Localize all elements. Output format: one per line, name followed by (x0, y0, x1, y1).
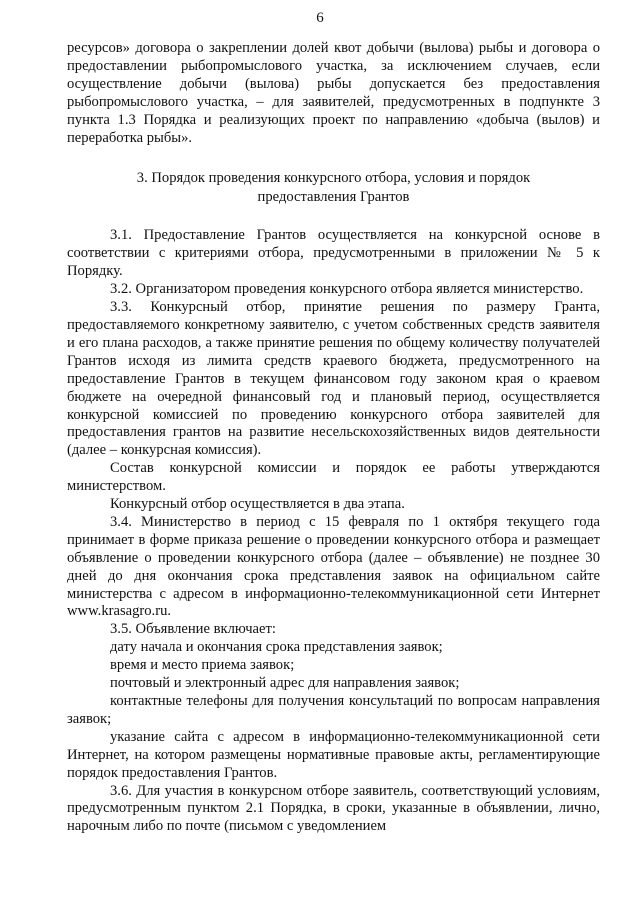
paragraph-two-stages: Конкурсный отбор осуществляется в два этапа. (110, 496, 405, 513)
section-heading-line1: 3. Порядок проведения конкурсного отбора, условия и порядок (136, 170, 531, 187)
paragraph-3-2: 3.2. Организатором проведения конкурсного отбора является министерство. (110, 281, 584, 298)
paragraph-3-3: 3.3. Конкурсный отбор, принятие решения по размеру Гранта, предоставляемого конкретному заявителю, с учетом собственных средств заявителя и его плана расходов, а также принятие решения по общему количеству получателей Грантов исходя из лимита средств краевого бюджета, предусмотренного на предоставление Грантов в текущем финансовом году законом края о краевом бюджете на очередной финансовый год и плановый период, осуществляется конкурсной комиссией по проведению конкурсного отбора заявителей для предоставления грантов на развитие несельскохозяйственных видов деятельности (далее – конкурсная комиссия). (67, 299, 600, 459)
paragraph-commission: Состав конкурсной комиссии и порядок ее работы утверждаются министерством. (67, 460, 600, 495)
list-item-time-place: время и место приема заявок; (110, 657, 295, 674)
list-item-website: указание сайта с адресом в информационно-телекоммуникационной сети Интернет, на котором размещены нормативные правовые акты, регламентирующие порядок предоставления Грантов. (67, 728, 600, 781)
list-item-phones: контактные телефоны для получения консультаций по вопросам направления заявок; (67, 693, 600, 727)
page-body (67, 40, 600, 836)
section-heading (67, 169, 600, 207)
intro-paragraph: ресурсов» договора о закреплении долей квот добычи (вылова) рыбы и договора о предоставлении рыбопромыслового участка, за исключением случаев, если осуществление добычи (вылова) рыбы допускается без предоставления рыбопромыслового участка, – для заявителей, предусмотренных в подпункте 3 пункта 1.3 Порядка и реализующих проект по направлению «добыча (вылов) и переработка рыбы». (67, 40, 600, 146)
list-item-addresses: почтовый и электронный адрес для направления заявок; (110, 675, 460, 692)
paragraph-3-1: 3.1. Предоставление Грантов осуществляется на конкурсной основе в соответствии с критериями отбора, предусмотренными в приложении № 5 к Порядку. (67, 227, 600, 280)
section-heading-line2: предоставления Грантов (257, 189, 410, 206)
page-number: 6 (316, 10, 324, 26)
list-item-dates: дату начала и окончания срока представления заявок; (110, 639, 443, 656)
paragraph-3-4: 3.4. Министерство в период с 15 февраля по 1 октября текущего года принимает в форме приказа решение о проведении конкурсного отбора и размещает объявление о проведении конкурсного отбора (далее – объявление) не позднее 30 дней до дня окончания срока представления заявок на официальном сайте министерства с адресом в информационно-телекоммуникационной сети Интернет www.krasagro.ru. (67, 513, 600, 620)
paragraph-3-6: 3.6. Для участия в конкурсном отборе заявитель, соответствующий условиям, предусмотренным пунктом 2.1 Порядка, в сроки, указанные в объявлении, лично, нарочным либо по почте (письмом с уведомлением (67, 782, 600, 835)
paragraph-3-5: 3.5. Объявление включает: (110, 621, 276, 638)
